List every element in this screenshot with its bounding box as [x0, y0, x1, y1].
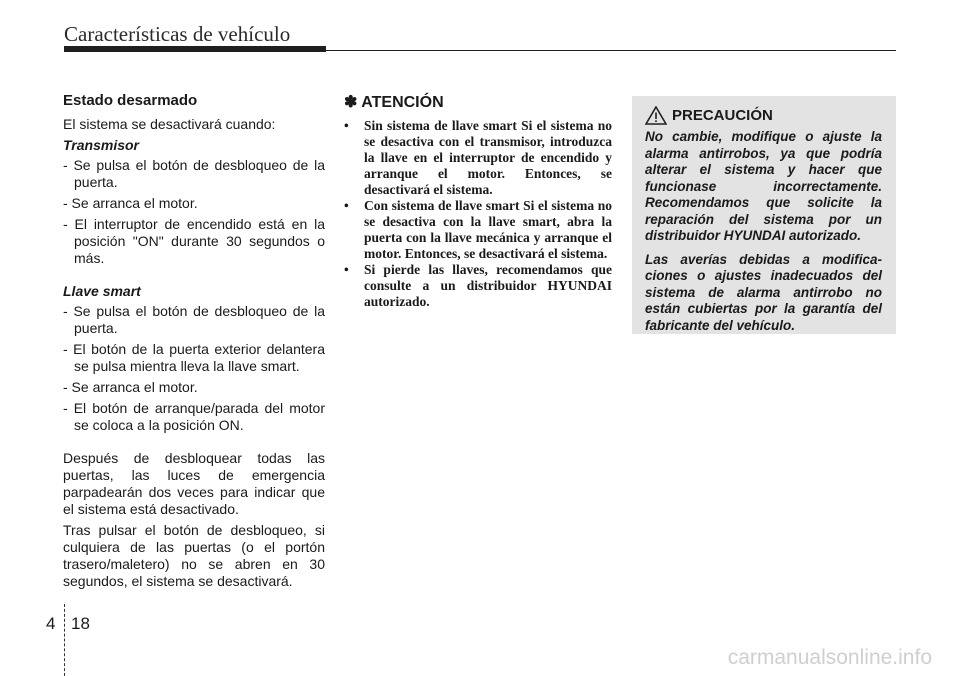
- disarmed-intro: El sistema se desactivará cuando:: [63, 116, 276, 132]
- list-item: • Con sistema de llave smart Si el sistema no se desactiva con la llave smart, abra la puerta con la llave mecánica y arranque el motor. Entonces, se desactivará el sistema.: [344, 198, 612, 261]
- page-header-title: Características de vehículo: [64, 22, 291, 46]
- list-item: - Se arranca el motor.: [63, 195, 198, 211]
- smart-key-label: Llave smart: [63, 283, 141, 299]
- caution-paragraph-2: Las averías debidas a modifica-ciones o ajustes inadecuados del sistema de alarma antirrobo no están cubiertas por la garantía del fabricante del vehículo.: [645, 251, 882, 333]
- list-item: - Se arranca el motor.: [63, 379, 198, 395]
- list-item: - El interruptor de encendido está en la posición "ON" durante 30 segundos o más.: [63, 216, 325, 266]
- page-number: 18: [71, 614, 90, 633]
- disarmed-heading: Estado desarmado: [63, 92, 198, 109]
- header-rule-thin: [326, 50, 896, 51]
- list-item: • Sin sistema de llave smart Si el sistema no se desactiva con el transmisor, introduzca la llave en el interruptor de encendido y arranque el motor. Entonces, se desactivará el sistema.: [344, 118, 612, 197]
- header-rule-thick: [64, 46, 326, 52]
- section-number: 4: [46, 614, 56, 633]
- disarmed-column: [63, 92, 325, 594]
- bullet-icon: •: [344, 262, 349, 277]
- caution-header: [645, 106, 882, 125]
- caution-title: PRECAUCIÓN: [672, 107, 773, 124]
- disarmed-paragraph-1: Después de desbloquear todas las puertas, las luces de emergencia parpadearán dos veces para indicar que el sistema está desactivado.: [63, 450, 325, 517]
- footer-divider: [64, 604, 65, 676]
- warning-triangle-icon: [645, 106, 667, 125]
- list-item: • Si pierde las llaves, recomendamos que consulte a un distribuidor HYUNDAI autorizado.: [344, 262, 612, 309]
- attention-list: [344, 118, 612, 310]
- list-item: - El botón de arranque/parada del motor se coloca a la posición ON.: [63, 400, 325, 433]
- smart-key-list: [63, 303, 325, 434]
- transmisor-label: Transmisor: [63, 137, 139, 153]
- list-item: - Se pulsa el botón de desbloqueo de la puerta.: [63, 303, 325, 336]
- bullet-icon: •: [344, 198, 349, 213]
- list-item: - El botón de la puerta exterior delantera se pulsa mientra lleva la llave smart.: [63, 341, 325, 374]
- attention-heading: ✽ ATENCIÓN: [344, 94, 444, 111]
- list-item: - Se pulsa el botón de desbloqueo de la puerta.: [63, 157, 325, 190]
- caution-paragraph-1: No cambie, modifique o ajuste la alarma antirrobos, ya que podría alterar el sistema y hacer que funcionase incorrectamente. Recomendamos que solicite la reparación del sistema por un distribuidor HYUNDAI autorizado.: [645, 129, 882, 243]
- watermark-text: carmanualsonline.info: [727, 646, 932, 669]
- attention-column: [344, 92, 612, 310]
- bullet-icon: •: [344, 118, 349, 133]
- disarmed-paragraph-2: Tras pulsar el botón de desbloqueo, si culquiera de las puertas (o el portón trasero/maletero) no se abren en 30 segundos, el sistema se desactivará.: [63, 522, 325, 589]
- caution-box: [632, 96, 896, 334]
- transmisor-list: [63, 157, 325, 267]
